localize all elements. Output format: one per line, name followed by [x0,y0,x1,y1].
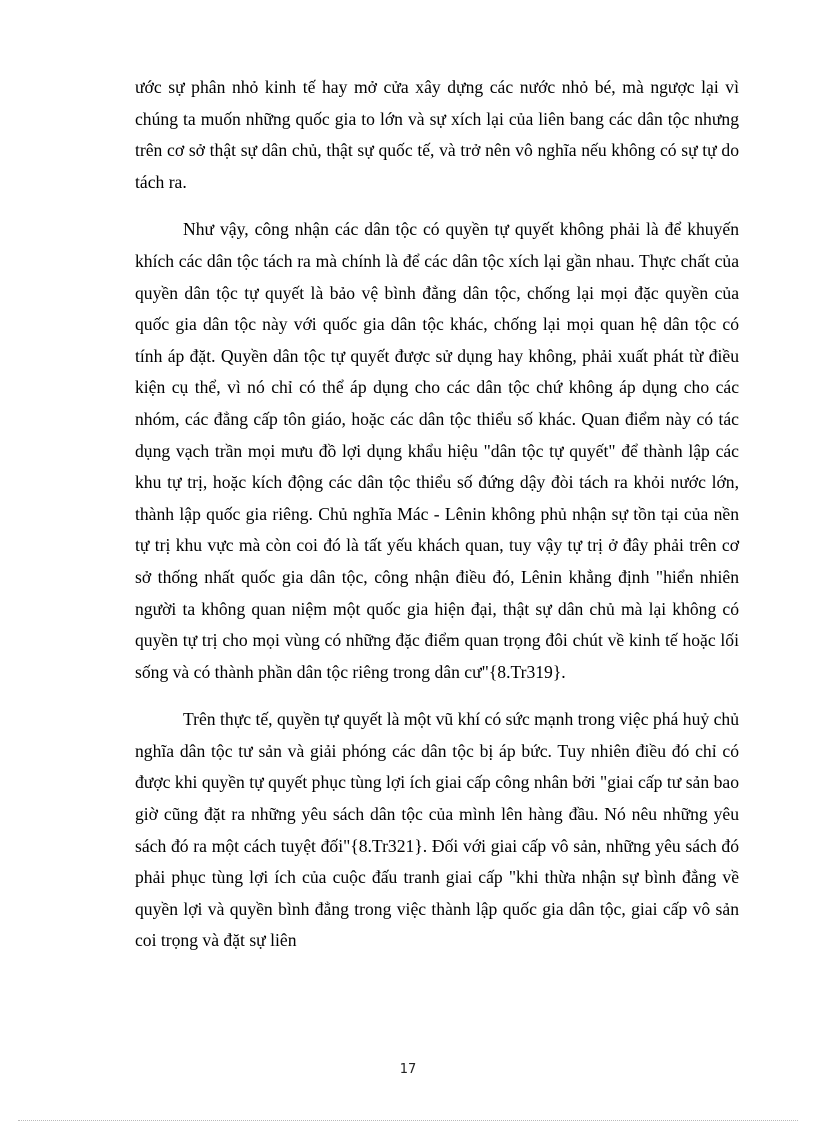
body-text [135,72,739,973]
paragraph-practice: Trên thực tế, quyền tự quyết là một vũ khí có sức mạnh trong việc phá huỷ chủ nghĩa dân tộc tư sản và giải phóng các dân tộc bị áp bức. Tuy nhiên điều đó chỉ có được khi quyền tự quyết phục tùng lợi ích giai cấp công nhân bởi "giai cấp tư sản bao giờ cũng đặt ra những yêu sách dân tộc của mình lên hàng đầu. Nó nêu những yêu sách đó ra một cách tuyệt đối"{8.Tr321}. Đối với giai cấp vô sản, những yêu sách đó phải phục tùng lợi ích của cuộc đấu tranh giai cấp "khi thừa nhận sự bình đẳng về quyền lợi và quyền bình đẳng trong việc thành lập quốc gia dân tộc, giai cấp vô sản coi trọng và đặt sự liên [135,709,739,951]
paragraph-self-determination: Như vậy, công nhận các dân tộc có quyền tự quyết không phải là để khuyến khích các dân tộc tách ra mà chính là để các dân tộc xích lại gần nhau. Thực chất của quyền dân tộc tự quyết là bảo vệ bình đẳng dân tộc, chống lại mọi đặc quyền của quốc gia dân tộc này với quốc gia dân tộc khác, chống lại mọi quan hệ dân tộc có tính áp đặt. Quyền dân tộc tự quyết được sử dụng hay không, phải xuất phát từ điều kiện cụ thể, vì nó chỉ có thể áp dụng cho các dân tộc chứ không áp dụng cho các nhóm, các đẳng cấp tôn giáo, hoặc các dân tộc thiểu số khác. Quan điểm này có tác dụng vạch trần mọi mưu đồ lợi dụng khẩu hiệu "dân tộc tự quyết" để thành lập các khu tự trị, hoặc kích động các dân tộc thiểu số đứng dậy đòi tách ra khỏi nước lớn, thành lập quốc gia riêng. Chủ nghĩa Mác - Lênin không phủ nhận sự tồn tại của nền tự trị khu vực mà còn coi đó là tất yếu khách quan, tuy vậy tự trị ở đây phải trên cơ sở thống nhất quốc gia dân tộc, công nhận điều đó, Lênin khẳng định "hiển nhiên người ta không quan niệm một quốc gia hiện đại, thật sự dân chủ mà lại không có quyền tự trị cho mọi vùng có những đặc điểm quan trọng đôi chút về kinh tế hoặc lối sống và có thành phần dân tộc riêng trong dân cư"{8.Tr319}. [135,219,739,682]
page-number: 17 [399,1062,417,1077]
paragraph-continuation: ước sự phân nhỏ kinh tế hay mở cửa xây dựng các nước nhỏ bé, mà ngược lại vì chúng ta muốn những quốc gia to lớn và sự xích lại của liên bang các dân tộc nhưng trên cơ sở thật sự dân chủ, thật sự quốc tế, và trở nên vô nghĩa nếu không có sự tự do tách ra. [135,77,739,192]
page-bottom-divider [18,1120,798,1121]
